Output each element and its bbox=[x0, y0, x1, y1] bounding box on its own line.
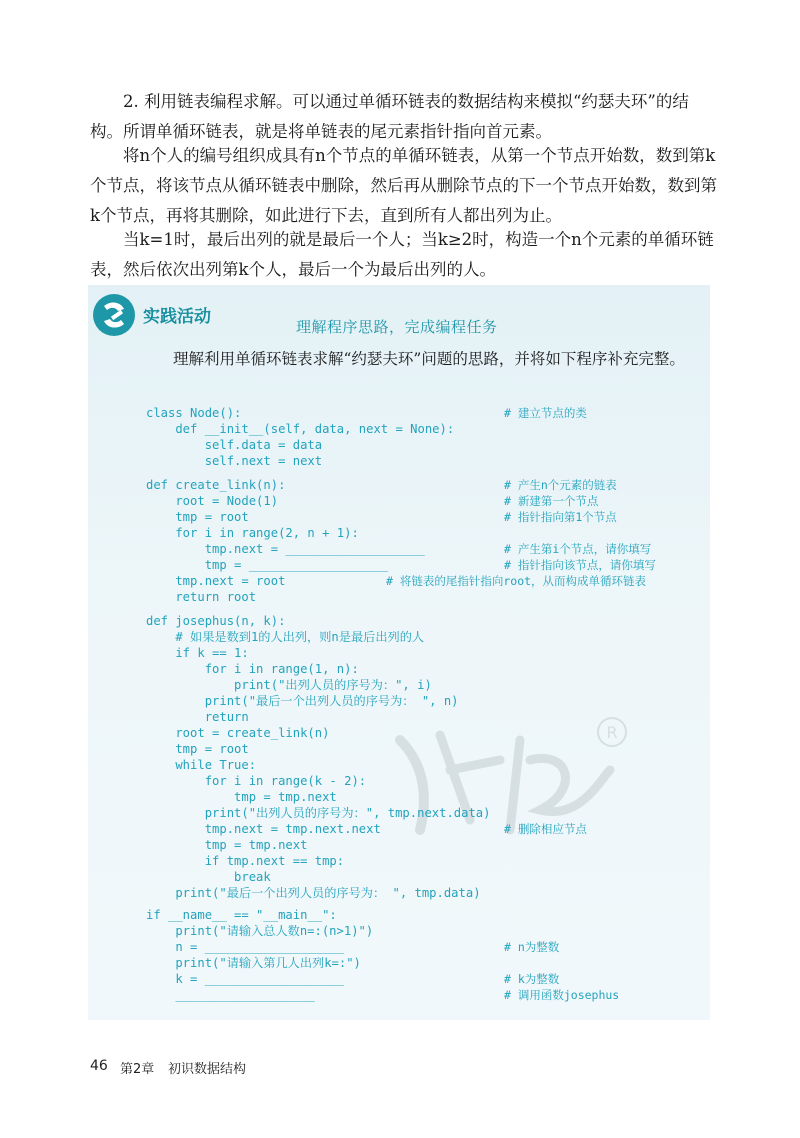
code-blank-call: ___________________ bbox=[146, 988, 315, 1002]
code-line: tmp = root bbox=[146, 510, 249, 524]
code-comment: # 将链表的尾指针指向root，从而构成单循环链表 bbox=[386, 574, 647, 588]
activity-intro: 理解利用单循环链表求解“约瑟夫环”问题的思路，并将如下程序补充完整。 bbox=[173, 350, 685, 368]
code-comment: # 建立节点的类 bbox=[504, 406, 587, 420]
code-line: root = create_link(n) bbox=[146, 726, 330, 740]
code-line: print("出列人员的序号为：", i) bbox=[146, 678, 432, 692]
code-blank-tmp: tmp = ___________________ bbox=[146, 558, 389, 572]
page-number: 46 bbox=[90, 1058, 108, 1074]
code-line: def create_link(n): bbox=[146, 478, 286, 492]
activity-task-title: 理解程序思路，完成编程任务 bbox=[296, 318, 498, 336]
code-comment: # 指针指向第1个节点 bbox=[504, 510, 617, 524]
code-line: for i in range(2, n + 1): bbox=[146, 526, 359, 540]
code-comment: # 调用函数josephus bbox=[504, 988, 620, 1002]
code-line: class Node(): bbox=[146, 406, 242, 420]
code-line: if tmp.next == tmp: bbox=[146, 854, 345, 868]
code-line: root = Node(1) bbox=[146, 494, 279, 508]
code-line: def __init__(self, data, next = None): bbox=[146, 422, 455, 436]
code-comment: # 产生n个元素的链表 bbox=[504, 478, 617, 492]
code-line: for i in range(1, n): bbox=[146, 662, 359, 676]
code-line: if __name__ == "__main__": bbox=[146, 908, 337, 922]
code-comment: # 删除相应节点 bbox=[504, 822, 587, 836]
code-line: print("最后一个出列人员的序号为： ", tmp.data) bbox=[146, 886, 481, 900]
code-line: return root bbox=[146, 590, 257, 604]
code-line: def josephus(n, k): bbox=[146, 614, 286, 628]
code-comment: # 指针指向该节点，请你填写 bbox=[504, 558, 656, 572]
code-comment: # 产生第i个节点，请你填写 bbox=[504, 542, 652, 556]
code-comment: # 新建第一个节点 bbox=[504, 494, 599, 508]
svg-text:R: R bbox=[606, 723, 618, 742]
code-line: tmp.next = root bbox=[146, 574, 286, 588]
code-line: return bbox=[146, 710, 249, 724]
code-blank-k: k = ___________________ bbox=[146, 972, 345, 986]
paragraph-linked-list-intro: 2. 利用链表编程求解。可以通过单循环链表的数据结构来模拟“约瑟夫环”的结构。所谓单循环链表，就是将单链表的尾元素指针指向首元素。 bbox=[90, 92, 689, 141]
chapter-title: 初识数据结构 bbox=[168, 1062, 247, 1077]
code-line: print("出列人员的序号为：", tmp.next.data) bbox=[146, 806, 491, 820]
code-line: print("请输入总人数n=:(n>1)") bbox=[146, 924, 374, 938]
code-line: self.data = data bbox=[146, 438, 323, 452]
code-line: self.next = next bbox=[146, 454, 323, 468]
code-line: while True: bbox=[146, 758, 257, 772]
code-line: if k == 1: bbox=[146, 646, 249, 660]
code-line: tmp = root bbox=[146, 742, 249, 756]
paragraph-k-cases: 当k=1时，最后出列的就是最后一个人；当k≥2时，构造一个n个元素的单循环链表，然后依次出列第k个人，最后一个为最后出列的人。 bbox=[90, 230, 714, 279]
paragraph-circular-list-method: 将n个人的编号组织成具有n个节点的单循环链表，从第一个节点开始数，数到第k个节点，将该节点从循环链表中删除，然后再从删除节点的下一个节点开始数，数到第k个节点，再将其删除，如此进行下去，直到所有人都出列为止。 bbox=[90, 146, 717, 225]
activity-badge-icon bbox=[93, 294, 135, 336]
code-blank-tmp-next: tmp.next = ___________________ bbox=[146, 542, 425, 556]
code-comment: # k为整数 bbox=[504, 972, 560, 986]
code-line: print("最后一个出列人员的序号为： ", n) bbox=[146, 694, 459, 708]
code-blank-n: n = ___________________ bbox=[146, 940, 345, 954]
activity-badge-label: 实践活动 bbox=[143, 307, 211, 327]
code-line: tmp = tmp.next bbox=[146, 838, 308, 852]
chapter-number: 第2章 bbox=[120, 1062, 155, 1077]
code-comment: # n为整数 bbox=[504, 940, 560, 954]
code-line: break bbox=[146, 870, 271, 884]
code-line: for i in range(k - 2): bbox=[146, 774, 367, 788]
code-line: tmp = tmp.next bbox=[146, 790, 337, 804]
code-line: tmp.next = tmp.next.next bbox=[146, 822, 381, 836]
code-line: print("请输入第几人出列k=:") bbox=[146, 956, 361, 970]
code-line: # 如果是数到1的人出列，则n是最后出列的人 bbox=[146, 630, 425, 644]
